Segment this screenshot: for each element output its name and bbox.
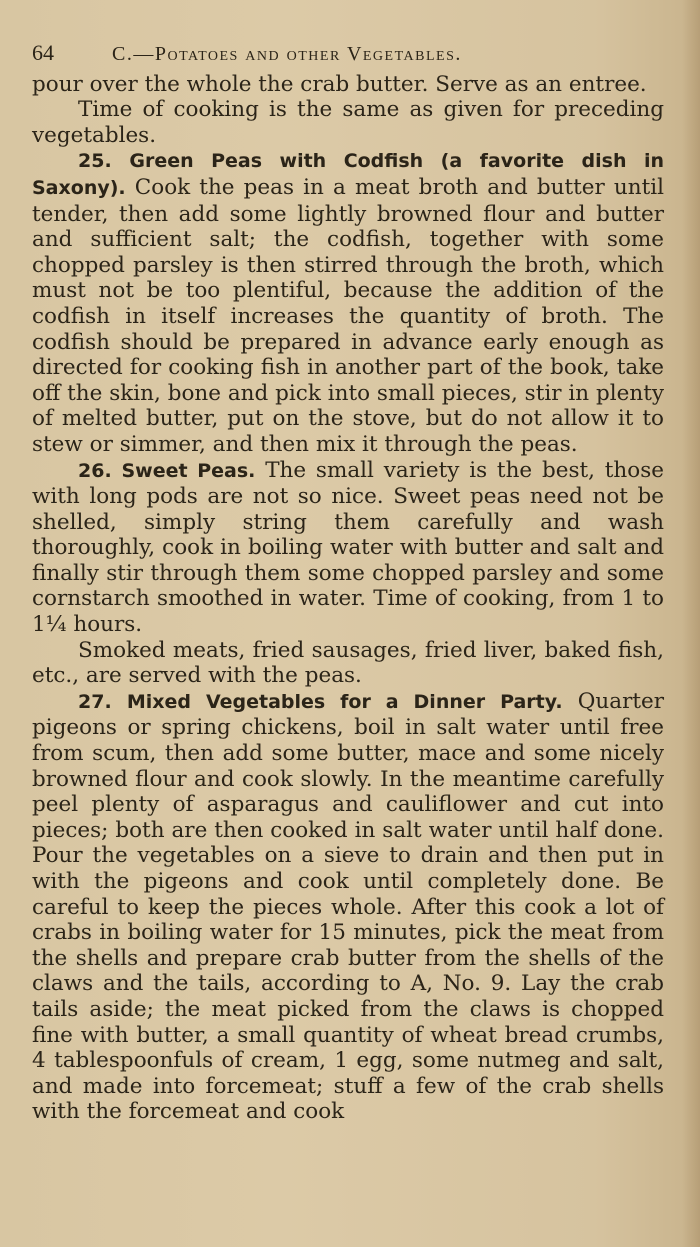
page-number: 64: [32, 40, 54, 65]
page-header: [32, 40, 664, 68]
recipe-27-number: 27.: [78, 690, 112, 713]
running-title: C.—Potatoes and other Vegetables.: [112, 43, 462, 65]
paragraph-continuation: pour over the whole the crab butter. Serve as an entree.: [32, 71, 647, 97]
paragraph-smoked-meats: Smoked meats, fried sausages, fried liver, baked fish, etc., are served with the peas.: [32, 637, 664, 689]
text-block: [32, 40, 664, 1125]
recipe-26-number: 26.: [78, 459, 112, 482]
recipe-27: [32, 689, 664, 1125]
recipe-25-body: Cook the peas in a meat broth and butter until tender, then add some lightly browned flour and butter and sufficient salt; the codfish, together with some chopped parsley is then stirred through the broth, which must not be too plentiful, because the addition of the codfish in itself increases the quantity of broth. The codfish should be prepared in advance early enough as directed for cooking fish in another part of the book, take off the skin, bone and pick into small pieces, stir in plenty of melted butter, put on the stove, but do not allow it to stew or simmer, and then mix it through the peas.: [32, 174, 664, 457]
recipe-26-heading: Sweet Peas.: [121, 459, 256, 482]
recipe-25: [32, 148, 664, 457]
recipe-25-heading: Green Peas with Codfish (a favorite dish in Saxony).: [32, 150, 664, 199]
recipe-27-body: Quarter pigeons or spring chickens, boil in salt water until free from scum, then add some butter, mace and some nicely browned flour and cook slowly. In the meantime carefully peel plenty of asparagus and cauliflower and cut into pieces; both are then cooked in salt water until half done. Pour the vegetables on a sieve to drain and then put in with the pigeons and cook until completely done. Be careful to keep the pieces whole. After this cook a lot of crabs in boiling water for 15 minutes, pick the meat from the shells and prepare crab butter from the shells of the claws and the tails, according to A, No. 9. Lay the crab tails aside; the meat picked from the claws is chopped fine with butter, a small quantity of wheat bread crumbs, 4 tablespoonfuls of cream, 1 egg, some nutmeg and salt, and made into forcemeat; stuff a few of the crab shells with the forcemeat and cook: [32, 688, 665, 1125]
page-edge-shadow: [682, 0, 700, 1247]
paragraph-time-note: Time of cooking is the same as given for preceding vegetables.: [32, 97, 664, 148]
recipe-26: [32, 458, 664, 638]
recipe-25-number: 25.: [78, 150, 112, 173]
recipe-27-heading: Mixed Vegetables for a Dinner Party.: [126, 690, 563, 713]
recipe-26-body: The small variety is the best, those with long pods are not so nice. Sweet peas need not be shelled, simply string them carefully and wash thoroughly, cook in boiling water with butter and salt and finally stir through them some chopped parsley and some cornstarch smoothed in water. Time of cooking, from 1 to 1¼ hours.: [32, 457, 664, 638]
